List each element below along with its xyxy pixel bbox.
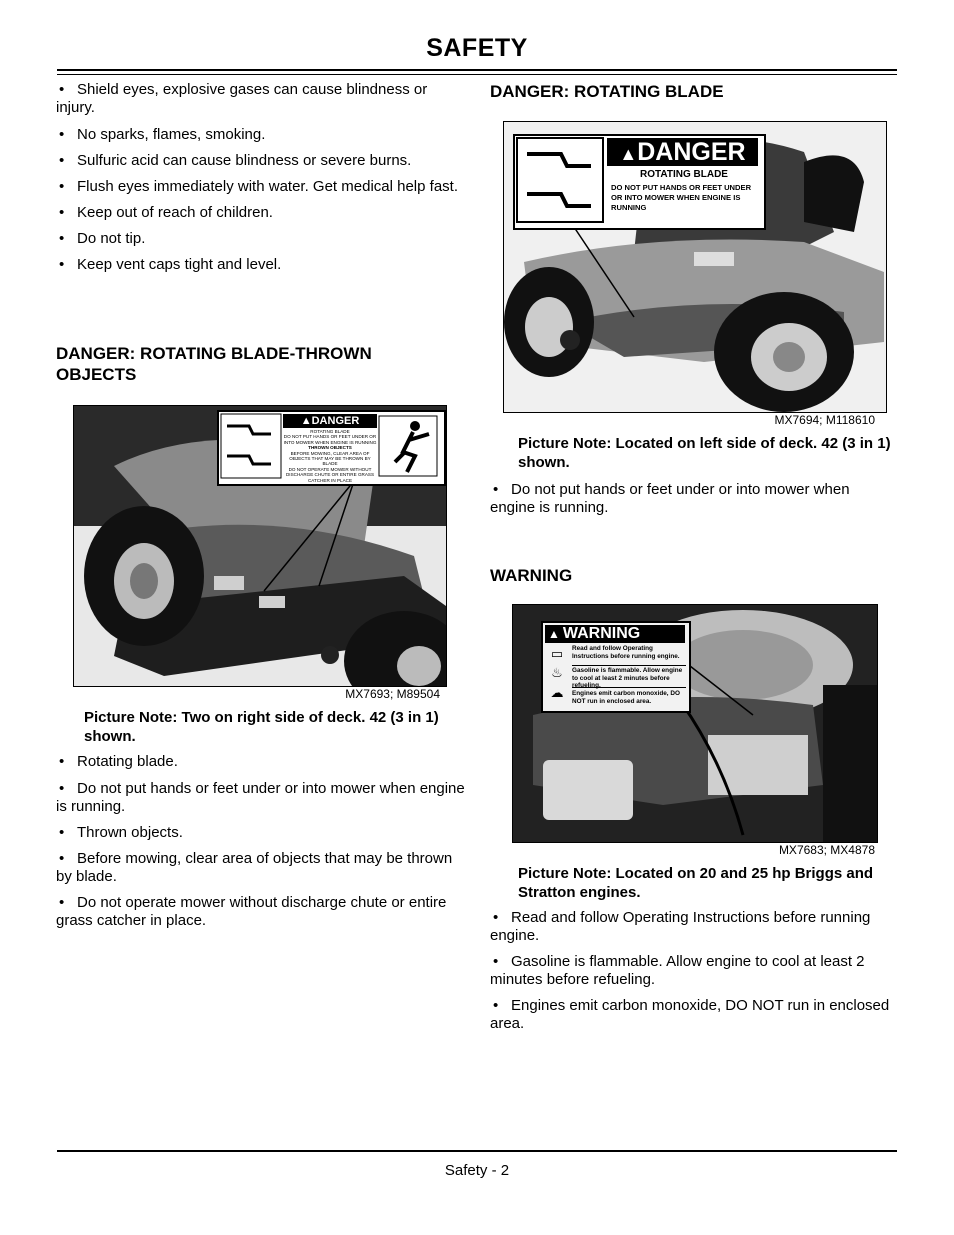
danger-decal (217, 410, 446, 486)
mower-deck-decal-photo (73, 405, 447, 687)
bullet-icon: • (59, 81, 65, 98)
page-footer: Safety - 2 (444, 1162, 510, 1179)
decal-text: DO NOT PUT HANDS OR FEET UNDER OR INTO MOWER WHEN ENGINE IS RUNNING (611, 183, 752, 212)
decal-text: ROTATING BLADE DO NOT PUT HANDS OR FEET UNDER OR INTO MOWER WHEN ENGINE IS RUNNING THROWN OBJECTS BEFORE MOWING, CLEAR AREA OF OBJECTS THAT MAY BE THROWN BY BLADE DO NOT OPERATE MOWER WITHOUT DISCHARGE CHUTE OR ENTIRE GRASS CATCHER IN PLACE (283, 429, 377, 483)
figure-caption: MX7694; M118610 (774, 413, 875, 427)
footer-rule (57, 1150, 897, 1152)
picture-note: Picture Note: Located on left side of deck. 42 (3 in 1) shown. (518, 435, 891, 471)
bullet-icon: • (59, 753, 65, 770)
section-heading-rotating-blade: DANGER: ROTATING BLADE (490, 82, 724, 101)
list-item: • Gasoline is flammable. Allow engine to cool at least 2 minutes before refueling. (490, 953, 865, 988)
bullet-icon: • (59, 256, 65, 273)
bullet-icon: • (59, 178, 65, 195)
bullet-icon: • (59, 126, 65, 143)
decal-text: Read and follow Operating Instructions before running engine. Gasoline is flammable. Allow engine to cool at least 2 minutes before refueling. Engines emit carbon monoxide, DO NOT run in enclosed area. (572, 645, 686, 705)
bullet-icon: • (59, 230, 65, 247)
bullet-icon: • (59, 850, 65, 867)
danger-decal-large (513, 134, 766, 230)
bullet-icon: • (493, 481, 499, 498)
list-item: • Shield eyes, explosive gases can cause blindness or injury. (56, 81, 428, 116)
decal-title: ROTATING BLADE (640, 169, 728, 180)
manual-book-icon: ▭ (550, 646, 564, 661)
warning-triangle-icon: ▲ (548, 627, 560, 641)
battery-safety-list (56, 81, 466, 282)
list-item: • Flush eyes immediately with water. Get medical help fast. (56, 178, 466, 196)
list-item: • No sparks, flames, smoking. (56, 126, 466, 144)
list-item: • Keep vent caps tight and level. (56, 256, 466, 274)
rotating-blade-list (490, 481, 898, 525)
warning-header: ▲ WARNING (545, 625, 685, 643)
list-item: • Rotating blade. (56, 753, 466, 771)
list-item: • Do not operate mower without discharge chute or entire grass catcher in place. (56, 894, 447, 929)
danger-header: ▲DANGER (607, 138, 758, 166)
list-item: • Read and follow Operating Instructions before running engine. (490, 909, 871, 944)
flame-icon: ♨ (551, 665, 563, 680)
exhaust-fumes-icon: ☁ (550, 685, 564, 700)
header-rule (57, 69, 897, 71)
bullet-icon: • (59, 824, 65, 841)
bullet-icon: • (493, 953, 499, 970)
section-heading-warning: WARNING (490, 566, 573, 585)
list-item: • Sulfuric acid can cause blindness or severe burns. (56, 152, 466, 170)
bullet-icon: • (493, 997, 499, 1014)
bullet-icon: • (59, 152, 65, 169)
bullet-icon: • (493, 909, 499, 926)
list-item: • Thrown objects. (56, 824, 466, 842)
list-item: • Do not put hands or feet under or into mower when engine is running. (56, 780, 465, 815)
figure-caption: MX7683; MX4878 (778, 843, 875, 857)
picture-note: Picture Note: Two on right side of deck. 42 (3 in 1) shown. (84, 709, 439, 745)
list-item: • Before mowing, clear area of objects that may be thrown by blade. (56, 850, 453, 885)
picture-note: Picture Note: Located on 20 and 25 hp Briggs and Stratton engines. (518, 865, 874, 901)
bullet-icon: • (59, 204, 65, 221)
warning-triangle-icon: ▲ (300, 415, 312, 427)
section-heading-thrown-objects: DANGER: ROTATING BLADE-THROWN OBJECTS (56, 344, 372, 384)
engine-warning-decal-photo (512, 604, 878, 843)
warning-decal (541, 621, 691, 713)
page-title: SAFETY (426, 34, 528, 62)
thrown-objects-list (56, 753, 466, 938)
danger-header: ▲DANGER (283, 414, 377, 428)
warning-triangle-icon: ▲ (619, 144, 638, 164)
header-rule-thin (57, 74, 897, 75)
mower-left-deck-photo (503, 121, 887, 413)
bullet-icon: • (59, 780, 65, 797)
warning-list (490, 909, 898, 1041)
bullet-icon: • (59, 894, 65, 911)
list-item: • Do not tip. (56, 230, 466, 248)
figure-caption: MX7693; M89504 (345, 687, 440, 701)
list-item: • Do not put hands or feet under or into mower when engine is running. (490, 481, 850, 516)
pictogram-column (546, 645, 568, 707)
list-item: • Engines emit carbon monoxide, DO NOT run in enclosed area. (490, 997, 890, 1032)
list-item: • Keep out of reach of children. (56, 204, 466, 222)
